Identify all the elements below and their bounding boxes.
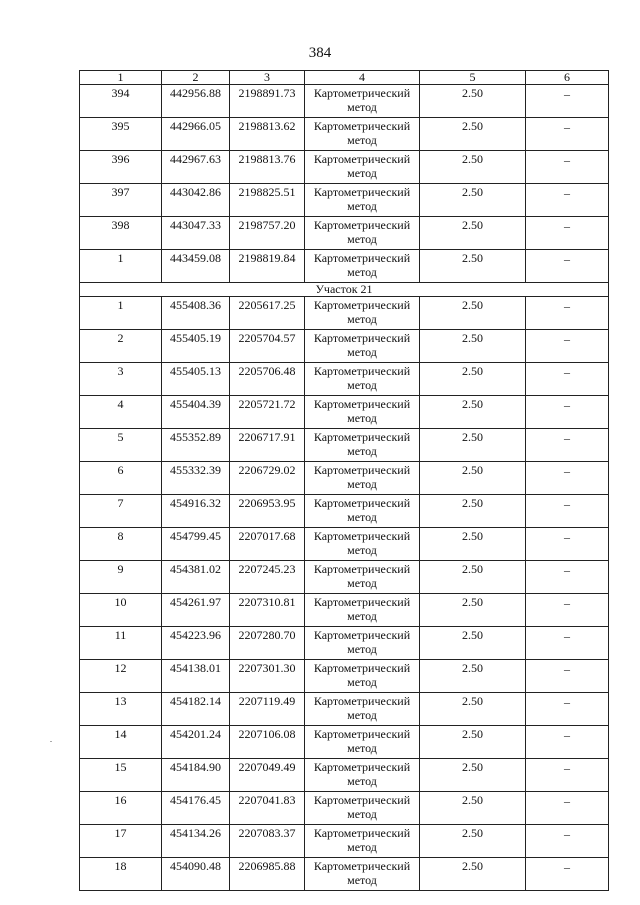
column-header: 6 bbox=[526, 71, 609, 85]
method-cell: Картометрический метод bbox=[305, 528, 420, 561]
table-row bbox=[80, 693, 609, 726]
table-row bbox=[80, 726, 609, 759]
point-number-cell: 5 bbox=[80, 429, 162, 462]
x-coordinate-cell: 442966.05 bbox=[162, 118, 230, 151]
method-cell: Картометрический метод bbox=[305, 726, 420, 759]
method-cell: Картометрический метод bbox=[305, 118, 420, 151]
table-row bbox=[80, 151, 609, 184]
y-coordinate-cell: 2198891.73 bbox=[230, 85, 305, 118]
point-number-cell: 17 bbox=[80, 825, 162, 858]
note-cell: – bbox=[526, 462, 609, 495]
table-row bbox=[80, 495, 609, 528]
point-number-cell: 396 bbox=[80, 151, 162, 184]
accuracy-cell: 2.50 bbox=[420, 759, 526, 792]
method-cell: Картометрический метод bbox=[305, 184, 420, 217]
accuracy-cell: 2.50 bbox=[420, 462, 526, 495]
method-cell: Картометрический метод bbox=[305, 495, 420, 528]
x-coordinate-cell: 454090.48 bbox=[162, 858, 230, 891]
y-coordinate-cell: 2207301.30 bbox=[230, 660, 305, 693]
method-cell: Картометрический метод bbox=[305, 792, 420, 825]
note-cell: – bbox=[526, 858, 609, 891]
note-cell: – bbox=[526, 151, 609, 184]
method-cell: Картометрический метод bbox=[305, 759, 420, 792]
accuracy-cell: 2.50 bbox=[420, 660, 526, 693]
point-number-cell: 397 bbox=[80, 184, 162, 217]
x-coordinate-cell: 454176.45 bbox=[162, 792, 230, 825]
method-cell: Картометрический метод bbox=[305, 825, 420, 858]
note-cell: – bbox=[526, 561, 609, 594]
accuracy-cell: 2.50 bbox=[420, 151, 526, 184]
scan-artifact bbox=[50, 741, 52, 742]
x-coordinate-cell: 454916.32 bbox=[162, 495, 230, 528]
y-coordinate-cell: 2207119.49 bbox=[230, 693, 305, 726]
point-number-cell: 16 bbox=[80, 792, 162, 825]
accuracy-cell: 2.50 bbox=[420, 792, 526, 825]
note-cell: – bbox=[526, 250, 609, 283]
table-row bbox=[80, 118, 609, 151]
point-number-cell: 10 bbox=[80, 594, 162, 627]
point-number-cell: 8 bbox=[80, 528, 162, 561]
section-row bbox=[80, 283, 609, 297]
method-cell: Картометрический метод bbox=[305, 561, 420, 594]
method-cell: Картометрический метод bbox=[305, 217, 420, 250]
accuracy-cell: 2.50 bbox=[420, 858, 526, 891]
table-row bbox=[80, 217, 609, 250]
accuracy-cell: 2.50 bbox=[420, 429, 526, 462]
note-cell: – bbox=[526, 297, 609, 330]
table-row bbox=[80, 250, 609, 283]
point-number-cell: 13 bbox=[80, 693, 162, 726]
note-cell: – bbox=[526, 396, 609, 429]
table-row bbox=[80, 627, 609, 660]
x-coordinate-cell: 454138.01 bbox=[162, 660, 230, 693]
note-cell: – bbox=[526, 118, 609, 151]
x-coordinate-cell: 443042.86 bbox=[162, 184, 230, 217]
table-row bbox=[80, 462, 609, 495]
coordinates-table bbox=[79, 70, 609, 891]
table-row bbox=[80, 297, 609, 330]
method-cell: Картометрический метод bbox=[305, 660, 420, 693]
column-header: 4 bbox=[305, 71, 420, 85]
y-coordinate-cell: 2198819.84 bbox=[230, 250, 305, 283]
y-coordinate-cell: 2206729.02 bbox=[230, 462, 305, 495]
point-number-cell: 1 bbox=[80, 250, 162, 283]
point-number-cell: 7 bbox=[80, 495, 162, 528]
column-header: 1 bbox=[80, 71, 162, 85]
point-number-cell: 12 bbox=[80, 660, 162, 693]
x-coordinate-cell: 454381.02 bbox=[162, 561, 230, 594]
method-cell: Картометрический метод bbox=[305, 462, 420, 495]
table-row bbox=[80, 858, 609, 891]
point-number-cell: 4 bbox=[80, 396, 162, 429]
point-number-cell: 11 bbox=[80, 627, 162, 660]
column-header: 2 bbox=[162, 71, 230, 85]
table-row bbox=[80, 759, 609, 792]
note-cell: – bbox=[526, 825, 609, 858]
method-cell: Картометрический метод bbox=[305, 363, 420, 396]
y-coordinate-cell: 2207245.23 bbox=[230, 561, 305, 594]
y-coordinate-cell: 2205721.72 bbox=[230, 396, 305, 429]
x-coordinate-cell: 442967.63 bbox=[162, 151, 230, 184]
method-cell: Картометрический метод bbox=[305, 396, 420, 429]
y-coordinate-cell: 2198813.62 bbox=[230, 118, 305, 151]
x-coordinate-cell: 442956.88 bbox=[162, 85, 230, 118]
table-row bbox=[80, 396, 609, 429]
x-coordinate-cell: 454134.26 bbox=[162, 825, 230, 858]
method-cell: Картометрический метод bbox=[305, 693, 420, 726]
note-cell: – bbox=[526, 627, 609, 660]
note-cell: – bbox=[526, 217, 609, 250]
page-number: 384 bbox=[308, 45, 332, 61]
y-coordinate-cell: 2198757.20 bbox=[230, 217, 305, 250]
accuracy-cell: 2.50 bbox=[420, 396, 526, 429]
method-cell: Картометрический метод bbox=[305, 594, 420, 627]
note-cell: – bbox=[526, 495, 609, 528]
note-cell: – bbox=[526, 184, 609, 217]
table-row bbox=[80, 184, 609, 217]
method-cell: Картометрический метод bbox=[305, 429, 420, 462]
method-cell: Картометрический метод bbox=[305, 151, 420, 184]
column-header: 5 bbox=[420, 71, 526, 85]
y-coordinate-cell: 2198813.76 bbox=[230, 151, 305, 184]
y-coordinate-cell: 2207280.70 bbox=[230, 627, 305, 660]
point-number-cell: 3 bbox=[80, 363, 162, 396]
accuracy-cell: 2.50 bbox=[420, 495, 526, 528]
accuracy-cell: 2.50 bbox=[420, 85, 526, 118]
accuracy-cell: 2.50 bbox=[420, 118, 526, 151]
y-coordinate-cell: 2207049.49 bbox=[230, 759, 305, 792]
note-cell: – bbox=[526, 363, 609, 396]
table-row bbox=[80, 85, 609, 118]
method-cell: Картометрический метод bbox=[305, 85, 420, 118]
accuracy-cell: 2.50 bbox=[420, 726, 526, 759]
table-row bbox=[80, 429, 609, 462]
point-number-cell: 1 bbox=[80, 297, 162, 330]
accuracy-cell: 2.50 bbox=[420, 297, 526, 330]
x-coordinate-cell: 443047.33 bbox=[162, 217, 230, 250]
accuracy-cell: 2.50 bbox=[420, 594, 526, 627]
table-row bbox=[80, 825, 609, 858]
accuracy-cell: 2.50 bbox=[420, 250, 526, 283]
x-coordinate-cell: 454261.97 bbox=[162, 594, 230, 627]
x-coordinate-cell: 454799.45 bbox=[162, 528, 230, 561]
method-cell: Картометрический метод bbox=[305, 250, 420, 283]
y-coordinate-cell: 2198825.51 bbox=[230, 184, 305, 217]
y-coordinate-cell: 2207083.37 bbox=[230, 825, 305, 858]
y-coordinate-cell: 2206717.91 bbox=[230, 429, 305, 462]
accuracy-cell: 2.50 bbox=[420, 627, 526, 660]
table-row bbox=[80, 528, 609, 561]
point-number-cell: 2 bbox=[80, 330, 162, 363]
note-cell: – bbox=[526, 759, 609, 792]
x-coordinate-cell: 443459.08 bbox=[162, 250, 230, 283]
point-number-cell: 15 bbox=[80, 759, 162, 792]
method-cell: Картометрический метод bbox=[305, 297, 420, 330]
accuracy-cell: 2.50 bbox=[420, 330, 526, 363]
note-cell: – bbox=[526, 85, 609, 118]
x-coordinate-cell: 455405.13 bbox=[162, 363, 230, 396]
y-coordinate-cell: 2205704.57 bbox=[230, 330, 305, 363]
accuracy-cell: 2.50 bbox=[420, 825, 526, 858]
note-cell: – bbox=[526, 693, 609, 726]
table-row bbox=[80, 792, 609, 825]
note-cell: – bbox=[526, 726, 609, 759]
accuracy-cell: 2.50 bbox=[420, 363, 526, 396]
accuracy-cell: 2.50 bbox=[420, 561, 526, 594]
method-cell: Картометрический метод bbox=[305, 858, 420, 891]
y-coordinate-cell: 2205706.48 bbox=[230, 363, 305, 396]
y-coordinate-cell: 2207310.81 bbox=[230, 594, 305, 627]
y-coordinate-cell: 2206985.88 bbox=[230, 858, 305, 891]
table-row bbox=[80, 363, 609, 396]
accuracy-cell: 2.50 bbox=[420, 217, 526, 250]
note-cell: – bbox=[526, 429, 609, 462]
y-coordinate-cell: 2207041.83 bbox=[230, 792, 305, 825]
x-coordinate-cell: 454182.14 bbox=[162, 693, 230, 726]
method-cell: Картометрический метод bbox=[305, 627, 420, 660]
x-coordinate-cell: 455405.19 bbox=[162, 330, 230, 363]
x-coordinate-cell: 455404.39 bbox=[162, 396, 230, 429]
note-cell: – bbox=[526, 528, 609, 561]
point-number-cell: 395 bbox=[80, 118, 162, 151]
table-row bbox=[80, 330, 609, 363]
point-number-cell: 398 bbox=[80, 217, 162, 250]
accuracy-cell: 2.50 bbox=[420, 693, 526, 726]
point-number-cell: 394 bbox=[80, 85, 162, 118]
y-coordinate-cell: 2207106.08 bbox=[230, 726, 305, 759]
accuracy-cell: 2.50 bbox=[420, 528, 526, 561]
note-cell: – bbox=[526, 594, 609, 627]
point-number-cell: 14 bbox=[80, 726, 162, 759]
x-coordinate-cell: 455352.89 bbox=[162, 429, 230, 462]
x-coordinate-cell: 455332.39 bbox=[162, 462, 230, 495]
x-coordinate-cell: 455408.36 bbox=[162, 297, 230, 330]
y-coordinate-cell: 2205617.25 bbox=[230, 297, 305, 330]
table-row bbox=[80, 594, 609, 627]
accuracy-cell: 2.50 bbox=[420, 184, 526, 217]
table-row bbox=[80, 561, 609, 594]
note-cell: – bbox=[526, 660, 609, 693]
column-header: 3 bbox=[230, 71, 305, 85]
method-cell: Картометрический метод bbox=[305, 330, 420, 363]
note-cell: – bbox=[526, 792, 609, 825]
x-coordinate-cell: 454201.24 bbox=[162, 726, 230, 759]
table-row bbox=[80, 660, 609, 693]
section-title: Участок 21 bbox=[80, 283, 609, 297]
note-cell: – bbox=[526, 330, 609, 363]
point-number-cell: 6 bbox=[80, 462, 162, 495]
y-coordinate-cell: 2206953.95 bbox=[230, 495, 305, 528]
table-header-row bbox=[80, 71, 609, 85]
y-coordinate-cell: 2207017.68 bbox=[230, 528, 305, 561]
point-number-cell: 9 bbox=[80, 561, 162, 594]
x-coordinate-cell: 454184.90 bbox=[162, 759, 230, 792]
x-coordinate-cell: 454223.96 bbox=[162, 627, 230, 660]
point-number-cell: 18 bbox=[80, 858, 162, 891]
